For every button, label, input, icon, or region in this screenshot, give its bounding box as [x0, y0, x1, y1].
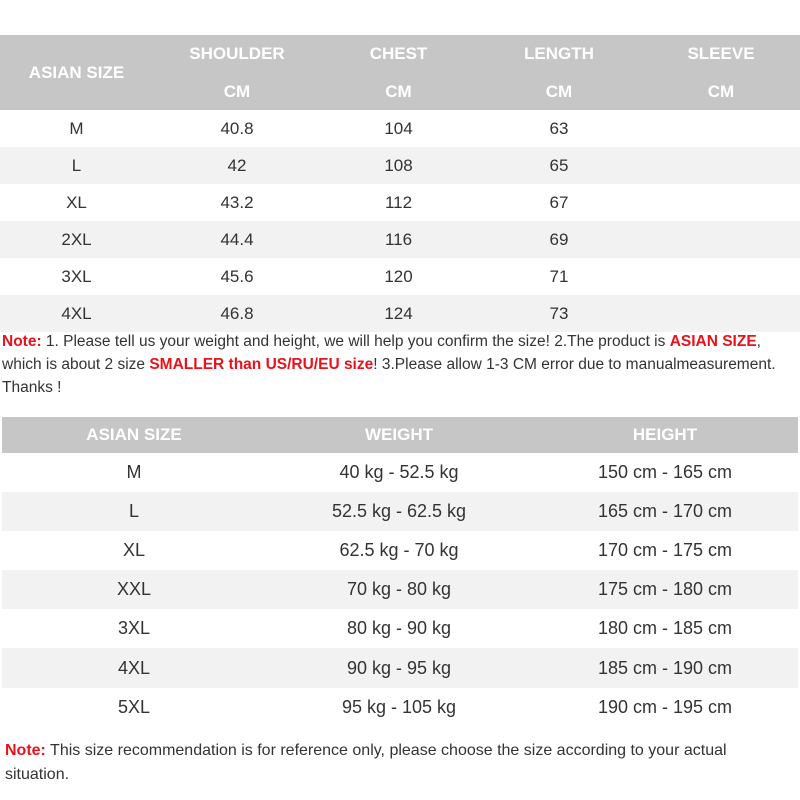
- weight-cell: 62.5 kg - 70 kg: [339, 540, 459, 561]
- table-row: [0, 221, 800, 258]
- size-cell: L: [2, 492, 266, 531]
- sleeve-cell: [642, 221, 800, 258]
- length-cell: 71: [549, 266, 569, 286]
- note-text: This size recommendation is for reference only, please choose the size according to your actual situation.: [5, 742, 727, 783]
- weight-chart-header-row: [2, 417, 798, 453]
- chest-cell: 120: [384, 266, 413, 286]
- length-cell: 67: [549, 192, 569, 212]
- weight-cell: 40 kg - 52.5 kg: [339, 462, 459, 483]
- height-cell: 190 cm - 195 cm: [597, 696, 733, 717]
- sleeve-cell: [642, 184, 800, 221]
- chest-cell: 108: [321, 147, 476, 184]
- shoulder-cell: 40.8: [220, 118, 254, 138]
- size-cell: 5XL: [117, 696, 151, 717]
- table-row: [2, 609, 798, 648]
- size-cell: 4XL: [2, 648, 266, 687]
- size-cell: L: [0, 147, 153, 184]
- length-cell: 69: [476, 221, 642, 258]
- table-row: [0, 258, 800, 295]
- table-row: [2, 570, 798, 609]
- header-unit: CM: [476, 73, 642, 110]
- height-cell: 180 cm - 185 cm: [597, 618, 733, 639]
- size-cell: M: [69, 118, 84, 138]
- header-length: LENGTH: [476, 35, 642, 73]
- note-text: 1. Please tell us your weight and height, we will help you confirm the size! 2.The product is: [41, 333, 670, 350]
- height-cell: 170 cm - 175 cm: [597, 540, 733, 561]
- size-cell: XL: [66, 192, 87, 212]
- length-cell: 65: [476, 147, 642, 184]
- note-label: Note:: [5, 742, 46, 759]
- chest-cell: 116: [321, 221, 476, 258]
- weight-cell: 90 kg - 95 kg: [266, 648, 532, 687]
- size-cell: 2XL: [0, 221, 153, 258]
- length-cell: 63: [549, 118, 569, 138]
- sleeve-cell: [642, 110, 800, 147]
- header-height: HEIGHT: [532, 417, 798, 453]
- size-note: [2, 330, 798, 399]
- note-highlight-smaller: SMALLER than US/RU/EU size: [149, 356, 374, 373]
- chest-cell: 112: [384, 192, 413, 212]
- sleeve-cell: [642, 147, 800, 184]
- weight-cell: 52.5 kg - 62.5 kg: [266, 492, 532, 531]
- note-text: , which is about 2 size: [2, 333, 761, 373]
- weight-cell: 80 kg - 90 kg: [346, 618, 452, 639]
- size-chart-table: [0, 35, 800, 332]
- header-unit: CM: [153, 73, 321, 110]
- size-cell: 3XL: [61, 266, 92, 286]
- header-unit: CM: [321, 73, 476, 110]
- size-cell: XXL: [2, 570, 266, 609]
- weight-cell: 70 kg - 80 kg: [266, 570, 532, 609]
- table-row: [0, 184, 800, 221]
- note-label: Note:: [2, 333, 42, 350]
- recommendation-note: [5, 739, 795, 787]
- height-cell: 150 cm - 165 cm: [597, 462, 733, 483]
- shoulder-cell: 42: [153, 147, 321, 184]
- table-row: [2, 531, 798, 570]
- size-cell: XL: [122, 540, 146, 561]
- header-shoulder: SHOULDER: [153, 35, 321, 73]
- sleeve-cell: [642, 295, 800, 332]
- table-row: [2, 453, 798, 492]
- header-chest: CHEST: [321, 35, 476, 73]
- table-row: [0, 295, 800, 332]
- header-asian-size: ASIAN SIZE: [0, 35, 153, 110]
- table-row: [2, 688, 798, 727]
- table-row: [0, 147, 800, 184]
- weight-cell: 95 kg - 105 kg: [341, 696, 457, 717]
- height-cell: 185 cm - 190 cm: [532, 648, 798, 687]
- size-cell: M: [126, 462, 142, 483]
- shoulder-cell: 44.4: [153, 221, 321, 258]
- size-cell: 4XL: [0, 295, 153, 332]
- height-cell: 165 cm - 170 cm: [532, 492, 798, 531]
- table-row: [2, 648, 798, 687]
- header-weight: WEIGHT: [266, 417, 532, 453]
- chest-cell: 104: [384, 118, 413, 138]
- size-cell: 3XL: [117, 618, 151, 639]
- length-cell: 73: [476, 295, 642, 332]
- shoulder-cell: 46.8: [153, 295, 321, 332]
- height-cell: 175 cm - 180 cm: [532, 570, 798, 609]
- shoulder-cell: 43.2: [220, 192, 254, 212]
- header-asian-size: ASIAN SIZE: [2, 417, 266, 453]
- note-highlight-asian-size: ASIAN SIZE: [669, 333, 757, 350]
- table-row: [2, 492, 798, 531]
- chest-cell: 124: [321, 295, 476, 332]
- weight-height-table: [2, 417, 798, 727]
- size-chart-header-row: [0, 35, 800, 73]
- table-row: [0, 110, 800, 147]
- sleeve-cell: [642, 258, 800, 295]
- header-sleeve: SLEEVE: [642, 35, 800, 73]
- header-unit: CM: [642, 73, 800, 110]
- note-text: ! 3.Please allow 1-3 CM error due to manualmeasurement. Thanks !: [2, 356, 776, 396]
- shoulder-cell: 45.6: [220, 266, 254, 286]
